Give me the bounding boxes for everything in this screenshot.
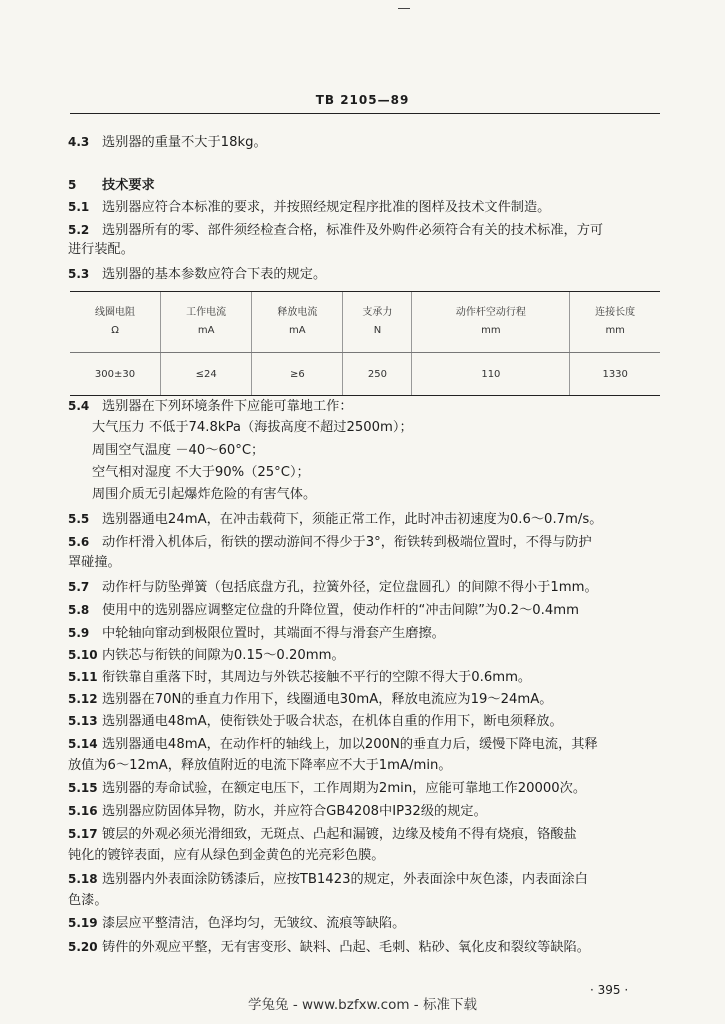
clause-line: 5.6 动作杆滑入机体后，衔铁的摆动游间不得少于3°，衔铁转到极端位置时，不得与防护 (68, 535, 592, 550)
table-header-cell: 释放电流 mA (252, 292, 343, 353)
clause-line: 4.3 选别器的重量不大于18kg。 (68, 135, 267, 150)
footer-watermark[interactable]: 学兔兔 - www.bzfxw.com - 标准下载 (248, 997, 477, 1013)
standard-header: TB 2105—89 (315, 93, 410, 107)
table-cell: 1330 (570, 353, 660, 396)
table-bottom-rule (70, 395, 660, 396)
clause-line: 5.3 选别器的基本参数应符合下表的规定。 (68, 267, 327, 282)
table-header-cell: 工作电流 mA (161, 292, 252, 353)
clause-line: 5.15 选别器的寿命试验，在额定电压下，工作周期为2min，应能可靠地工作20000次。 (68, 781, 587, 796)
clause-continuation: 罩碰撞。 (68, 555, 121, 570)
table-cell: ≤24 (161, 353, 252, 396)
clause-line: 5.18 选别器内外表面涂防锈漆后，应按TB1423的规定，外表面涂中灰色漆，内表面涂白 (68, 872, 588, 887)
table-row (70, 353, 660, 396)
table-header-cell: 线圈电阻 Ω (70, 292, 161, 353)
parameter-table (70, 292, 660, 395)
clause-continuation: 周围介质无引起爆炸危险的有害气体。 (92, 487, 317, 502)
table-header-cell: 动作杆空动行程 mm (412, 292, 570, 353)
clause-line: 5.20 铸件的外观应平整，无有害变形、缺料、凸起、毛刺、粘砂、氧化皮和裂纹等缺陷。 (68, 940, 590, 955)
clause-line: 5.16 选别器应防固体异物，防水，并应符合GB4208中IP32级的规定。 (68, 804, 487, 819)
clause-continuation: 大气压力 不低于74.8kPa（海拔高度不超过2500m）； (92, 420, 413, 435)
table-header-cell: 支承力 N (343, 292, 412, 353)
table-cell: 250 (343, 353, 412, 396)
clause-line: 5.1 选别器应符合本标准的要求，并按照经规定程序批准的图样及技术文件制造。 (68, 200, 551, 215)
table-cell: 110 (412, 353, 570, 396)
table-header-cell: 连接长度 mm (570, 292, 660, 353)
clause-continuation: 空气相对湿度 不大于90%（25°C）； (92, 465, 310, 480)
clause-continuation: 放值为6～12mA，释放值附近的电流下降率应不大于1mA/min。 (68, 758, 452, 773)
clause-line: 5.2 选别器所有的零、部件须经检查合格，标准件及外购件必须符合有关的技术标准，方可 (68, 223, 604, 238)
clause-continuation: 周围空气温度 －40～60°C； (92, 443, 265, 458)
clause-line: 5.11 衔铁靠自重落下时，其周边与外铁芯接触不平行的空隙不得大于0.6mm。 (68, 670, 532, 685)
clause-line: 5.7 动作杆与防坠弹簧（包括底盘方孔，拉簧外径，定位盘圆孔）的间隙不得小于1mm。 (68, 580, 598, 595)
section-heading: 5 技术要求 (68, 178, 155, 193)
clause-line: 5.19 漆层应平整清洁，色泽均匀，无皱纹、流痕等缺陷。 (68, 916, 406, 931)
clause-continuation: 色漆。 (68, 893, 108, 908)
scan-mark (398, 8, 410, 9)
table-cell: 300±30 (94, 368, 136, 380)
page-number: · 395 · (590, 983, 629, 997)
clause-continuation: 进行装配。 (68, 242, 134, 257)
clause-line: 5.5 选别器通电24mA，在冲击载荷下，须能正常工作，此时冲击初速度为0.6～0.7m/s。 (68, 512, 603, 527)
clause-continuation: 钝化的镀锌表面，应有从绿色到金黄色的光亮彩色膜。 (68, 848, 385, 863)
clause-line: 5.4 选别器在下列环境条件下应能可靠地工作： (68, 399, 353, 414)
clause-line: 5.8 使用中的选别器应调整定位盘的升降位置，使动作杆的“冲击间隙”为0.2～0.4mm (68, 603, 579, 618)
clause-line: 5.14 选别器通电48mA，在动作杆的轴线上，加以200N的垂直力后，缓慢下降电流，其释 (68, 737, 598, 752)
clause-line: 5.12 选别器在70N的垂直力作用下，线圈通电30mA，释放电流应为19～24mA。 (68, 692, 553, 707)
clause-line: 5.10 内铁芯与衔铁的间隙为0.15～0.20mm。 (68, 648, 345, 663)
header-rule (70, 113, 660, 114)
table-cell: ≥6 (252, 353, 343, 396)
clause-line: 5.17 镀层的外观必须光滑细致，无斑点、凸起和漏镀，边缘及棱角不得有烧痕，铬酸盐 (68, 827, 577, 842)
clause-line: 5.13 选别器通电48mA，使衔铁处于吸合状态，在机体自重的作用下，断电须释放。 (68, 714, 563, 729)
clause-line: 5.9 中轮轴向窜动到极限位置时，其端面不得与滑套产生磨擦。 (68, 626, 445, 641)
table-header-row (70, 292, 660, 353)
